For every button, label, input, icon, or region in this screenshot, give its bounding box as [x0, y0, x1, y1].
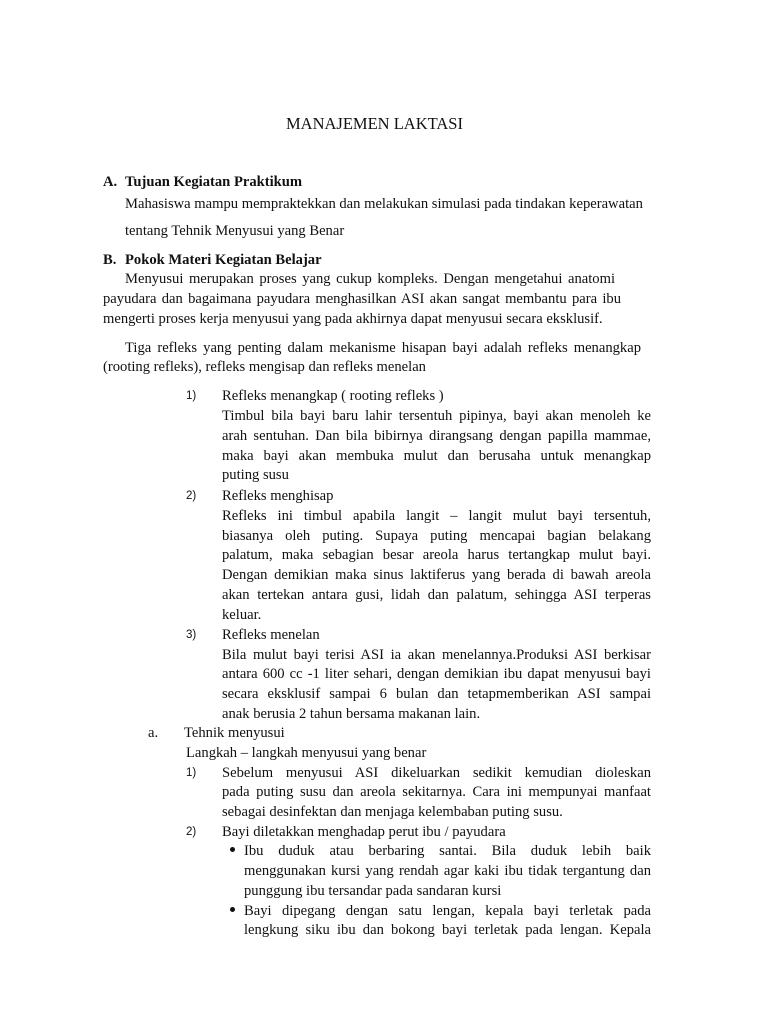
- reflex-line: keluar.: [222, 607, 262, 623]
- technique-heading: Tehnik menyusui: [184, 725, 285, 741]
- bullet-line: Bayi dipegang dengan satu lengan, kepala bayi terletak pada: [244, 903, 651, 919]
- list-number: 1): [186, 767, 197, 779]
- reflex-line: Refleks ini timbul apabila langit – langit mulut bayi tersentuh,: [222, 508, 651, 524]
- reflex-line: Timbul bila bayi baru lahir tersentuh pipinya, bayi akan menoleh ke: [222, 408, 651, 424]
- paragraph-line: (rooting refleks), refleks mengisap dan refleks menelan: [103, 359, 426, 375]
- step-line: pada puting susu dan areola sekitarnya. Cara ini mempunyai manfaat: [222, 784, 651, 800]
- step-line: Bayi diletakkan menghadap perut ibu / payudara: [222, 824, 506, 840]
- reflex-line: antara 600 cc -1 liter sehari, dengan demikian ibu dapat menyusui bayi: [222, 666, 651, 682]
- reflex-line: Bila mulut bayi terisi ASI ia akan menelannya.Produksi ASI berkisar: [222, 647, 651, 663]
- list-number: 3): [186, 629, 197, 641]
- section-a-marker: A.: [103, 174, 118, 190]
- section-a-line: Mahasiswa mampu mempraktekkan dan melakukan simulasi pada tindakan keperawatan: [125, 196, 643, 212]
- reflex-line: arah sentuhan. Dan bila bibirnya dirangsang dengan papilla mammae,: [222, 428, 651, 444]
- reflex-line: Dengan demikian maka sinus laktiferus yang berada di bawah areola: [222, 567, 651, 583]
- technique-marker: a.: [148, 725, 159, 741]
- technique-subheading: Langkah – langkah menyusui yang benar: [186, 745, 427, 761]
- bullet-line: menggunakan kursi yang rendah agar kaki ibu tidak tergantung dan: [244, 863, 651, 879]
- bullet-icon: [230, 907, 235, 912]
- bullet-line: lengkung siku ibu dan bokong bayi terletak pada lengan. Kepala: [244, 922, 651, 938]
- page-title: MANAJEMEN LAKTASI: [286, 114, 463, 133]
- paragraph-line: Tiga refleks yang penting dalam mekanisme hisapan bayi adalah refleks menangkap: [125, 340, 641, 356]
- bullet-icon: [230, 847, 235, 852]
- list-number: 2): [186, 490, 197, 502]
- paragraph-line: Menyusui merupakan proses yang cukup kompleks. Dengan mengetahui anatomi: [125, 271, 615, 287]
- step-line: Sebelum menyusui ASI dikeluarkan sedikit kemudian dioleskan: [222, 765, 651, 781]
- bullet-line: Ibu duduk atau berbaring santai. Bila duduk lebih baik: [244, 843, 651, 859]
- reflex-title: Refleks menelan: [222, 627, 320, 643]
- section-b-marker: B.: [103, 252, 117, 268]
- paragraph-line: mengerti proses kerja menyusui yang pada akhirnya dapat menyusui secara eksklusif.: [103, 311, 603, 327]
- paragraph-line: payudara dan bagaimana payudara menghasilkan ASI akan sangat membantu para ibu: [103, 291, 621, 307]
- reflex-line: secara eksklusif sampai 6 bulan dan tetapmemberikan ASI sampai: [222, 686, 651, 702]
- section-a-heading: Tujuan Kegiatan Praktikum: [125, 174, 303, 190]
- bullet-line: punggung ibu tersandar pada sandaran kursi: [244, 883, 502, 899]
- reflex-line: anak berusia 2 tahun bersama makanan lain.: [222, 706, 481, 722]
- reflex-line: puting susu: [222, 467, 289, 483]
- reflex-line: akan tertekan antara gusi, lidah dan palatum, sehingga ASI terperas: [222, 587, 651, 603]
- list-number: 2): [186, 826, 197, 838]
- reflex-title: Refleks menghisap: [222, 488, 334, 504]
- section-a-line: tentang Tehnik Menyusui yang Benar: [125, 223, 345, 239]
- reflex-line: maka bayi akan membuka mulut dan berusaha untuk menangkap: [222, 448, 651, 464]
- list-number: 1): [186, 390, 197, 402]
- section-b-heading: Pokok Materi Kegiatan Belajar: [125, 252, 322, 268]
- step-line: sebagai desinfektan dan menjaga kelembaban puting susu.: [222, 804, 563, 820]
- reflex-line: palatum, maka sebagian besar areola harus tertangkap mulut bayi.: [222, 547, 651, 563]
- reflex-title: Refleks menangkap ( rooting refleks ): [222, 388, 444, 404]
- reflex-line: biasanya oleh puting. Supaya puting mencapai bagian belakang: [222, 528, 651, 544]
